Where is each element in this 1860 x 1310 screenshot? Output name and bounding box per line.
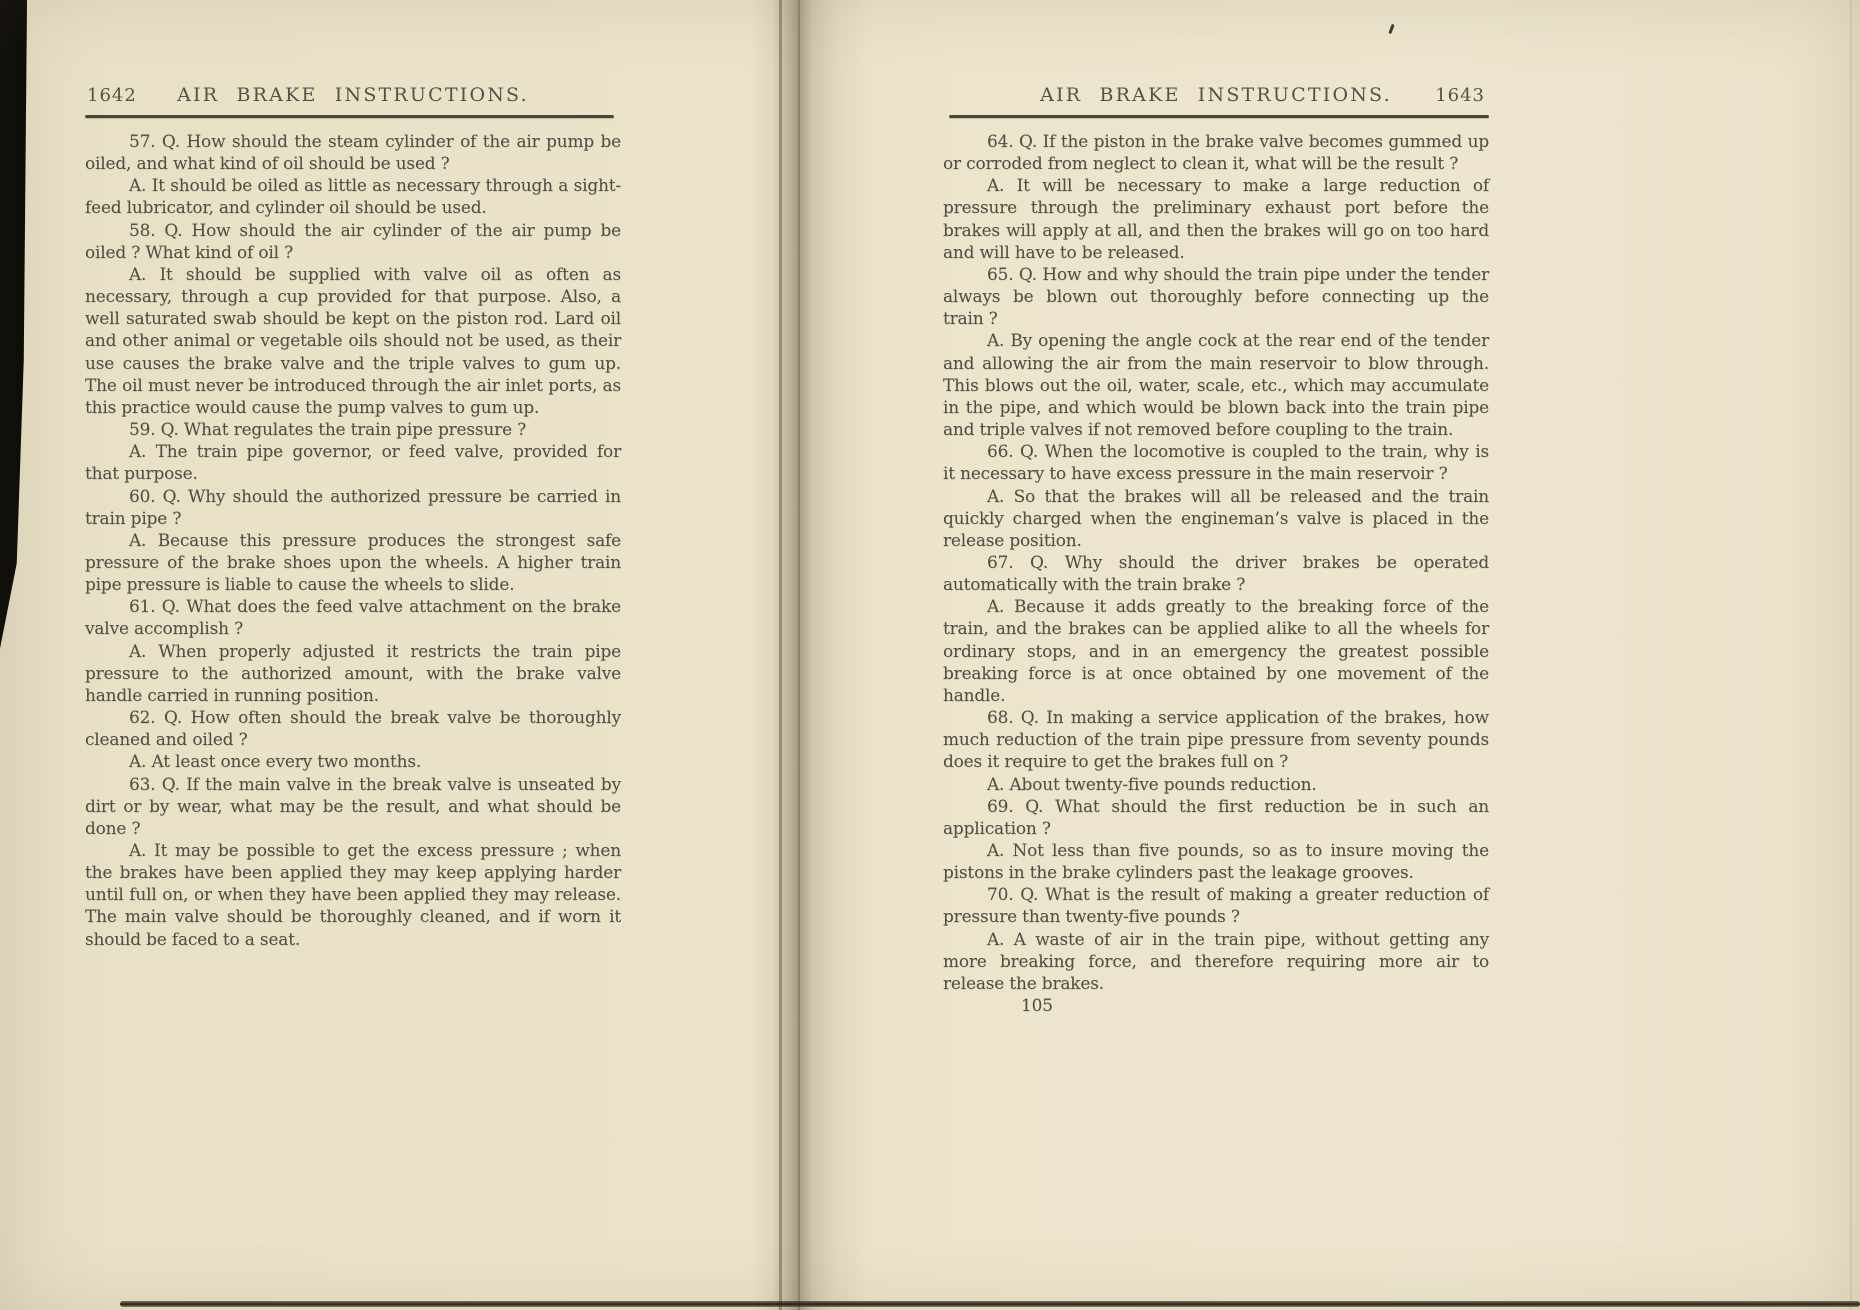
qa-paragraph: 66. Q. When the locomotive is coupled to the train, why is it necessary to have excess pressure in the main reservoir ? [943,441,1489,484]
book-gutter-shadow [750,0,870,1310]
stray-ink-mark [1388,24,1394,34]
qa-paragraph: A. At least once every two months. [129,751,422,772]
qa-paragraph: A. The train pipe governor, or feed valve, provided for that purpose. [85,441,621,484]
page-body-right [943,130,1489,1016]
qa-paragraph: 67. Q. Why should the driver brakes be operated automatically with the train brake ? [943,551,1489,595]
page-right [943,84,1489,1016]
page-left [85,84,621,950]
book-page-number-footer: 105 [1021,995,1053,1016]
qa-paragraph: 58. Q. How should the air cylinder of the air pump be oiled ? What kind of oil ? [85,219,621,262]
page-number-left: 1642 [87,85,137,106]
qa-paragraph: 60. Q. Why should the authorized pressure be carried in train pipe ? [85,485,621,528]
qa-paragraph: 61. Q. What does the feed valve attachment on the brake valve accomplish ? [85,596,621,639]
qa-paragraph: A. So that the brakes will all be released and the train quickly charged when the engineman’s valve is placed in the release position. [943,485,1489,550]
qa-paragraph: A. It should be supplied with valve oil as often as necessary, through a cup provided for that purpose. Also, a well saturated swab should be kept on the piston rod. Lard oil and other animal or vegetable oils should not be used, as their use causes the brake valve and the triple valves to gum up. The oil must never be introduced through the air inlet ports, as this practice would cause the pump valves to gum up. [85,263,621,417]
qa-paragraph: A. About twenty-five pounds reduction. [987,773,1317,794]
qa-paragraph: A. When properly adjusted it restricts the train pipe pressure to the authorized amount, with the brake valve handle carried in running position. [85,640,621,705]
gutter-crease-line [779,0,782,1310]
qa-paragraph: A. By opening the angle cock at the rear end of the tender and allowing the air from the main reservoir to blow through. This blows out the oil, water, scale, etc., which may accumulate in the pipe, and which would be blown back into the train pipe and triple valves if not removed before coupling to the train. [943,330,1489,440]
running-title-left: AIR BRAKE INSTRUCTIONS. [177,84,529,106]
page-header-right [943,84,1489,114]
header-rule-right [949,115,1489,118]
qa-paragraph: 69. Q. What should the first reduction be in such an application ? [943,795,1489,838]
qa-paragraph: A. Because it adds greatly to the breaking force of the train, and the brakes can be applied alike to all the wheels for ordinary stops, and in an emergency the greatest possible breaking force is at once obtained by one movement of the handle. [943,596,1489,705]
page-edge-right [1850,0,1852,1310]
qa-paragraph: A. It will be necessary to make a large reduction of pressure through the preliminary exhaust port before the brakes will apply at all, and then the brakes will go on too hard and will have to be released. [943,175,1489,262]
gutter-crease-line [798,0,800,1310]
qa-paragraph: A. It may be possible to get the excess pressure ; when the brakes have been applied they may keep applying harder until full on, or when they have been applied they may release. The main valve should be thoroughly cleaned, and if worn it should be faced to a seat. [85,840,621,949]
scan-edge-left-black [0,0,27,655]
header-rule-left [85,115,614,118]
qa-paragraph: 68. Q. In making a service application of the brakes, how much reduction of the train pipe pressure from seventy pounds does it require to get the brakes full on ? [943,707,1489,772]
qa-paragraph: 62. Q. How often should the break valve be thoroughly cleaned and oiled ? [85,707,621,750]
qa-paragraph: 59. Q. What regulates the train pipe pressure ? [129,419,527,440]
qa-paragraph: 63. Q. If the main valve in the break valve is unseated by dirt or by wear, what may be the result, and what should be done ? [85,773,621,838]
qa-paragraph: 65. Q. How and why should the train pipe under the tender always be blown out thoroughly before connecting up the train ? [943,263,1489,329]
page-header-left [85,84,621,114]
page-number-right: 1643 [1435,85,1485,106]
qa-paragraph: 70. Q. What is the result of making a greater reduction of pressure than twenty-five pounds ? [943,884,1489,927]
qa-paragraph: A. It should be oiled as little as necessary through a sight-feed lubricator, and cylinder oil should be used. [85,175,621,218]
qa-paragraph: A. A waste of air in the train pipe, without getting any more breaking force, and therefore requiring more air to release the brakes. [943,928,1489,993]
qa-paragraph: A. Because this pressure produces the strongest safe pressure of the brake shoes upon the wheels. A higher train pipe pressure is liable to cause the wheels to slide. [85,529,621,595]
qa-paragraph: 64. Q. If the piston in the brake valve becomes gummed up or corroded from neglect to clean it, what will be the result ? [943,131,1489,174]
qa-paragraph: A. Not less than five pounds, so as to insure moving the pistons in the brake cylinders past the leakage grooves. [943,840,1489,883]
running-title-right: AIR BRAKE INSTRUCTIONS. [1040,84,1392,106]
scan-edge-bottom [120,1301,1860,1307]
qa-paragraph: 57. Q. How should the steam cylinder of the air pump be oiled, and what kind of oil should be used ? [85,131,621,174]
page-body-left [85,130,621,950]
